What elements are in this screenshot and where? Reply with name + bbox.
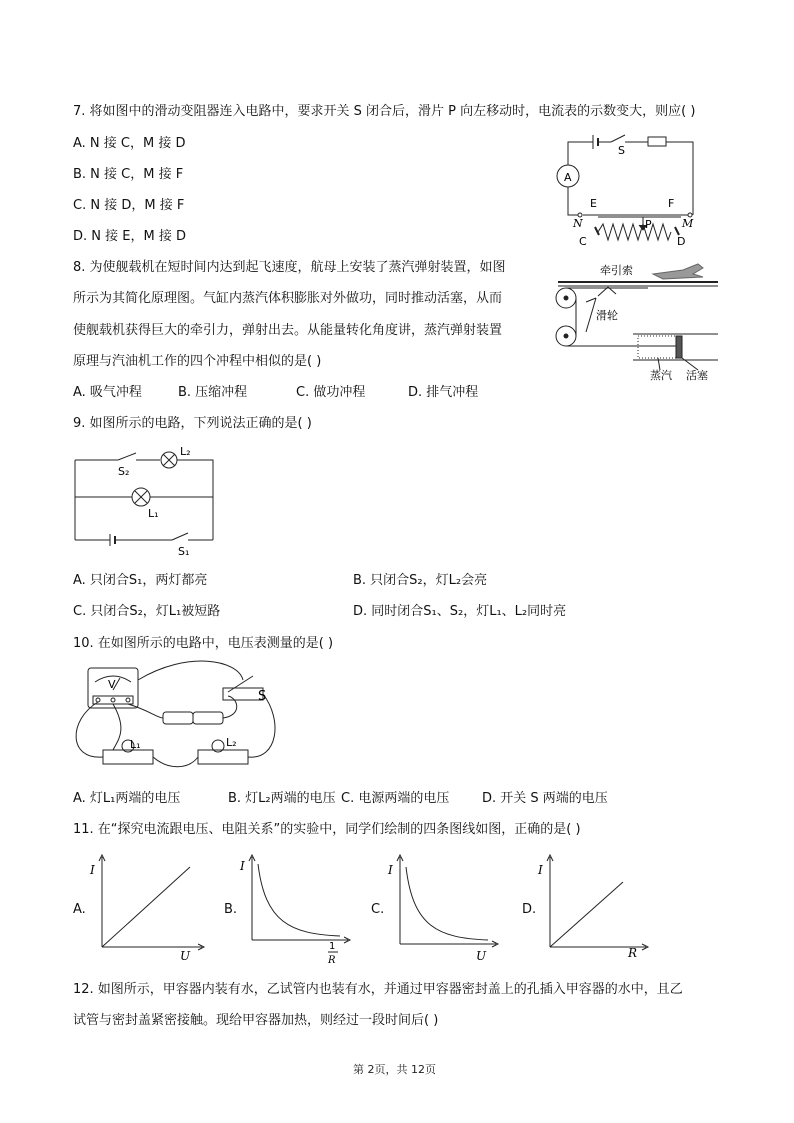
q11-graph-b-x-numerator: 1 (329, 941, 336, 952)
q8-option-c: C. 做功冲程 (296, 385, 366, 400)
q9-l1-label: L₁ (148, 507, 159, 520)
q11-graph-d-x-label: R (628, 946, 638, 960)
q12-stem-line-1: 12. 如图所示，甲容器内装有水，乙试管内也装有水，并通过甲容器密封盖上的孔插入甲容器的水中，且乙 (73, 982, 683, 997)
q10-option-d: D. 开关 S 两端的电压 (482, 791, 608, 806)
q9-option-c: C. 只闭合S₂，灯L₁被短路 (73, 604, 221, 619)
q10-option-a: A. 灯L₁两端的电压 (73, 791, 181, 806)
q11-graph-b (240, 852, 360, 967)
q9-option-b: B. 只闭合S₂，灯L₂会亮 (353, 573, 488, 588)
q10-physical-circuit-figure (68, 660, 278, 778)
q10-voltmeter-label: V (108, 678, 116, 691)
q7-option-a: A. N 接 C，M 接 D (73, 136, 186, 151)
q7-ammeter-label: A (564, 171, 572, 184)
q8-stem-line-2: 所示为其简化原理图。气缸内蒸汽体积膨胀对外做功，同时推动活塞，从而 (73, 291, 503, 306)
q8-stem-line-3: 使舰载机获得巨大的牵引力，弹射出去。从能量转化角度讲，蒸汽弹射装置 (73, 323, 503, 338)
q8-option-b: B. 压缩冲程 (178, 385, 248, 400)
q11-graph-b-x-denominator: R (328, 955, 336, 966)
q11-graph-c (388, 852, 508, 962)
q11-graph-d (538, 852, 658, 962)
q8-pulley-label: 滑轮 (596, 309, 618, 322)
page-footer: 第 2页，共 12页 (353, 1063, 436, 1076)
q7-label-p: P (645, 218, 652, 231)
q11-graph-a (90, 852, 210, 962)
q10-l2-label: L₂ (226, 736, 237, 749)
q9-l2-label: L₂ (180, 445, 191, 458)
q8-piston-label: 活塞 (686, 369, 708, 382)
q11-graph-a-y-label: I (90, 863, 95, 877)
q11-graph-b-y-label: I (240, 859, 245, 873)
q7-label-n: N (573, 217, 583, 230)
q9-s1-label: S₁ (178, 545, 190, 558)
q8-stem-line-1: 8. 为使舰载机在短时间内达到起飞速度，航母上安装了蒸汽弹射装置，如图 (73, 260, 506, 275)
q7-option-c: C. N 接 D，M 接 F (73, 198, 185, 213)
q7-label-e: E (590, 197, 597, 210)
q7-label-d: D (677, 235, 686, 248)
q11-graph-d-y-label: I (538, 863, 543, 877)
q8-option-d: D. 排气冲程 (408, 385, 479, 400)
q7-label-c: C (579, 235, 587, 248)
q7-option-b: B. N 接 C，M 接 F (73, 167, 184, 182)
q8-stem-line-4: 原理与汽油机工作的四个冲程中相似的是( ) (73, 354, 322, 369)
q8-option-a: A. 吸气冲程 (73, 385, 142, 400)
q10-option-b: B. 灯L₂两端的电压 (228, 791, 336, 806)
q8-rope-label: 牵引索 (600, 264, 633, 277)
q12-stem-line-2: 试管与密封盖紧密接触。现给甲容器加热，则经过一段时间后( ) (73, 1013, 439, 1028)
q7-stem: 7. 将如图中的滑动变阻器连入电路中，要求开关 S 闭合后，滑片 P 向左移动时，电流表的示数变大，则应( ) (73, 104, 696, 119)
q10-stem: 10. 在如图所示的电路中，电压表测量的是( ) (73, 636, 334, 651)
q10-option-c: C. 电源两端的电压 (341, 791, 450, 806)
q11-option-a: A. (73, 902, 86, 917)
q8-steam-label: 蒸汽 (650, 369, 672, 382)
q11-option-d: D. (522, 902, 537, 917)
q10-l1-label: L₁ (130, 738, 141, 751)
q7-rheostat-circuit-figure (553, 132, 703, 252)
q9-stem: 9. 如图所示的电路，下列说法正确的是( ) (73, 416, 312, 431)
q9-option-a: A. 只闭合S₁，两灯都亮 (73, 573, 208, 588)
q11-graph-c-y-label: I (388, 863, 393, 877)
q9-s2-label: S₂ (118, 465, 130, 478)
q7-label-f: F (668, 197, 675, 210)
q8-steam-catapult-figure (548, 262, 728, 384)
q9-option-d: D. 同时闭合S₁、S₂，灯L₁、L₂同时亮 (353, 604, 567, 619)
q9-circuit-figure (70, 445, 220, 560)
q11-stem: 11. 在“探究电流跟电压、电阻关系”的实验中，同学们绘制的四条图线如图，正确的是( ) (73, 822, 581, 837)
q11-option-c: C. (371, 902, 385, 917)
q7-switch-label: S (618, 144, 625, 157)
q10-switch-label: S (258, 689, 267, 704)
q11-graph-a-x-label: U (180, 949, 191, 963)
q7-option-d: D. N 接 E，M 接 D (73, 229, 186, 244)
q11-option-b: B. (224, 902, 238, 917)
q7-label-m: M (682, 217, 694, 230)
q11-graph-c-x-label: U (476, 949, 487, 963)
